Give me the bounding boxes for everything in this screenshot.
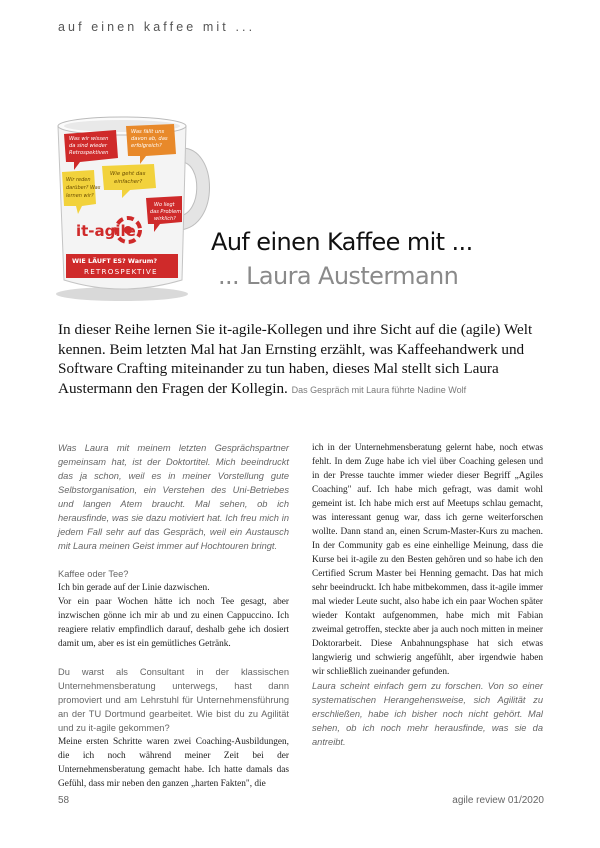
bubble1-line2: da sind wieder: [69, 143, 107, 149]
bubble4-line1: Wir reden: [66, 177, 91, 183]
bubble2-line3: erfolgreich?: [131, 143, 162, 149]
bubble3-line1: Wie geht das: [110, 171, 146, 177]
bubble5-line3: wirklich?: [154, 216, 176, 222]
page-number: 58: [58, 795, 70, 806]
left-column: [58, 441, 289, 791]
article-subtitle: ... Laura Austermann: [218, 262, 459, 290]
logo-text: it-agile: [76, 222, 136, 240]
bubble3-line2: einfacher?: [114, 179, 143, 185]
bubble2-line2: davon ab, das: [131, 136, 168, 142]
article-title: Auf einen Kaffee mit ...: [211, 228, 473, 256]
answer-1-line: Ich bin gerade auf der Linie dazwischen.: [58, 583, 210, 593]
banner-line-1: WIE LÄUFT ES? Warum?: [72, 257, 158, 265]
svg-text:Was wir wissen da sind w: [69, 136, 110, 156]
question-1: Kaffee oder Tee?: [58, 569, 129, 579]
bubble1-line3: Retrospektiven: [69, 150, 109, 156]
answer-1-paragraph: Vor ein paar Wochen hätte ich noch Tee gesagt, aber inzwischen gönne ich mir ab und zu einen Cappuccino. Ich reagiere relativ empfindlich darauf, deshalb gehe ich dosiert damit um, aber es ist ein gemütliches Getränk.: [58, 597, 289, 649]
article-byline: Das Gespräch mit Laura führte Nadine Wolf: [291, 384, 467, 395]
lead-paragraph: Was Laura mit meinem letzten Gesprächspartner gemeinsam hat, ist der Doktortitel. Mich beeindruckt das ja schon, weil es in meiner Vorstellung gute Selbstorganisation, ein Verstehen des Uni-Betriebes und langen Atem braucht. Mal sehen, ob ich herausfinde, was sie dazu motiviert hat. Ich freu mich in jedem Fall sehr auf das Gespräch, weil ein Austausch mit Laura meinen Geist immer auf Hochtouren bringt.: [58, 443, 289, 551]
bubble5-line1: Wo liegt: [154, 202, 175, 208]
series-header: auf einen kaffee mit ...: [58, 20, 256, 34]
question-2: Du warst als Consultant in der klassischen Unternehmensberatung unterwegs, hast dann promoviert und am Lehrstuhl für Unternehmensführung an der TU Dortmund gearbeitet. Wie bist du zu Agilität und zu it-agile gekommen?: [58, 667, 289, 733]
right-column: [312, 441, 543, 749]
bubble1-line1: Was wir wissen: [69, 136, 109, 142]
magazine-issue: agile review 01/2020: [452, 795, 544, 806]
intro-text: In dieser Reihe lernen Sie it-agile-Kollegen und ihre Sicht auf die (agile) Welt kennen. Beim letzten Mal hat Jan Ernsting erzählt, was Kaffeehandwerk und Software Crafting miteinander zu tun haben, dieses Mal stellt sich Laura Austermann den Fragen der Kollegin.: [58, 321, 533, 397]
mug-illustration: [50, 108, 220, 303]
answer-2-continued: ich in der Unternehmensberatung gelernt habe, noch etwas fehlt. In dem Zuge habe ich viel über Coaching gelesen und in der Presse tauchte immer wieder dieser Begriff „Agiles Coaching" auf. Ich habe mich gefragt, was damit wohl gemeint ist. Ich habe mich erst auf Meetups schlau gemacht, was interessant genug war, dass ich gerne weiterforschen wollte. Dann stand an, einen Scrum-Master-Kurs zu machen. In der Community gab es eine einhellige Meinung, dass die Kurse bei it-agile zu den Besten gehören und so habe ich den Certified Scrum Master bei Henning gemacht. Das hat mich sehr beeindruckt. Ich habe mitbekommen, dass it-agile immer mal wieder Leute sucht, also habe ich ein paar Wochen später wieder Kontakt aufgenommen, habe mich mit Fabian zweimal getroffen, steckte aber ja auch noch mitten in meiner Doktorarbeit. Diese Anbahnungsphase hat sich etwas langwierig und schwierig angefühlt, aber irgendwie haben wir schließlich zueinander gefunden.: [312, 443, 543, 677]
bubble2-line1: Was fällt uns: [131, 129, 165, 135]
answer-2-start: Meine ersten Schritte waren zwei Coaching-Ausbildungen, die ich noch während meiner Zeit bei der Unternehmensberatung gemacht habe. Ich hatte damals das Gefühl, dass mir neben den ganzen „harten Fakten", die: [58, 737, 289, 789]
bubble5-line2: das Problem: [150, 209, 182, 215]
interviewer-interjection: Laura scheint einfach gern zu forschen. Von so einer systematischen Herangehensweise, sich Agilität zu erschließen, habe ich bisher noch nicht gehört. Mal sehen, ob ich noch mehr herausfinde, was sie da antreibt.: [312, 681, 543, 747]
article-intro: [58, 320, 548, 400]
banner-line-2: RETROSPEKTIVE: [84, 267, 158, 276]
bubble4-line2: darüber? Was: [66, 185, 101, 191]
bubble4-line3: lernen wir?: [66, 193, 94, 199]
